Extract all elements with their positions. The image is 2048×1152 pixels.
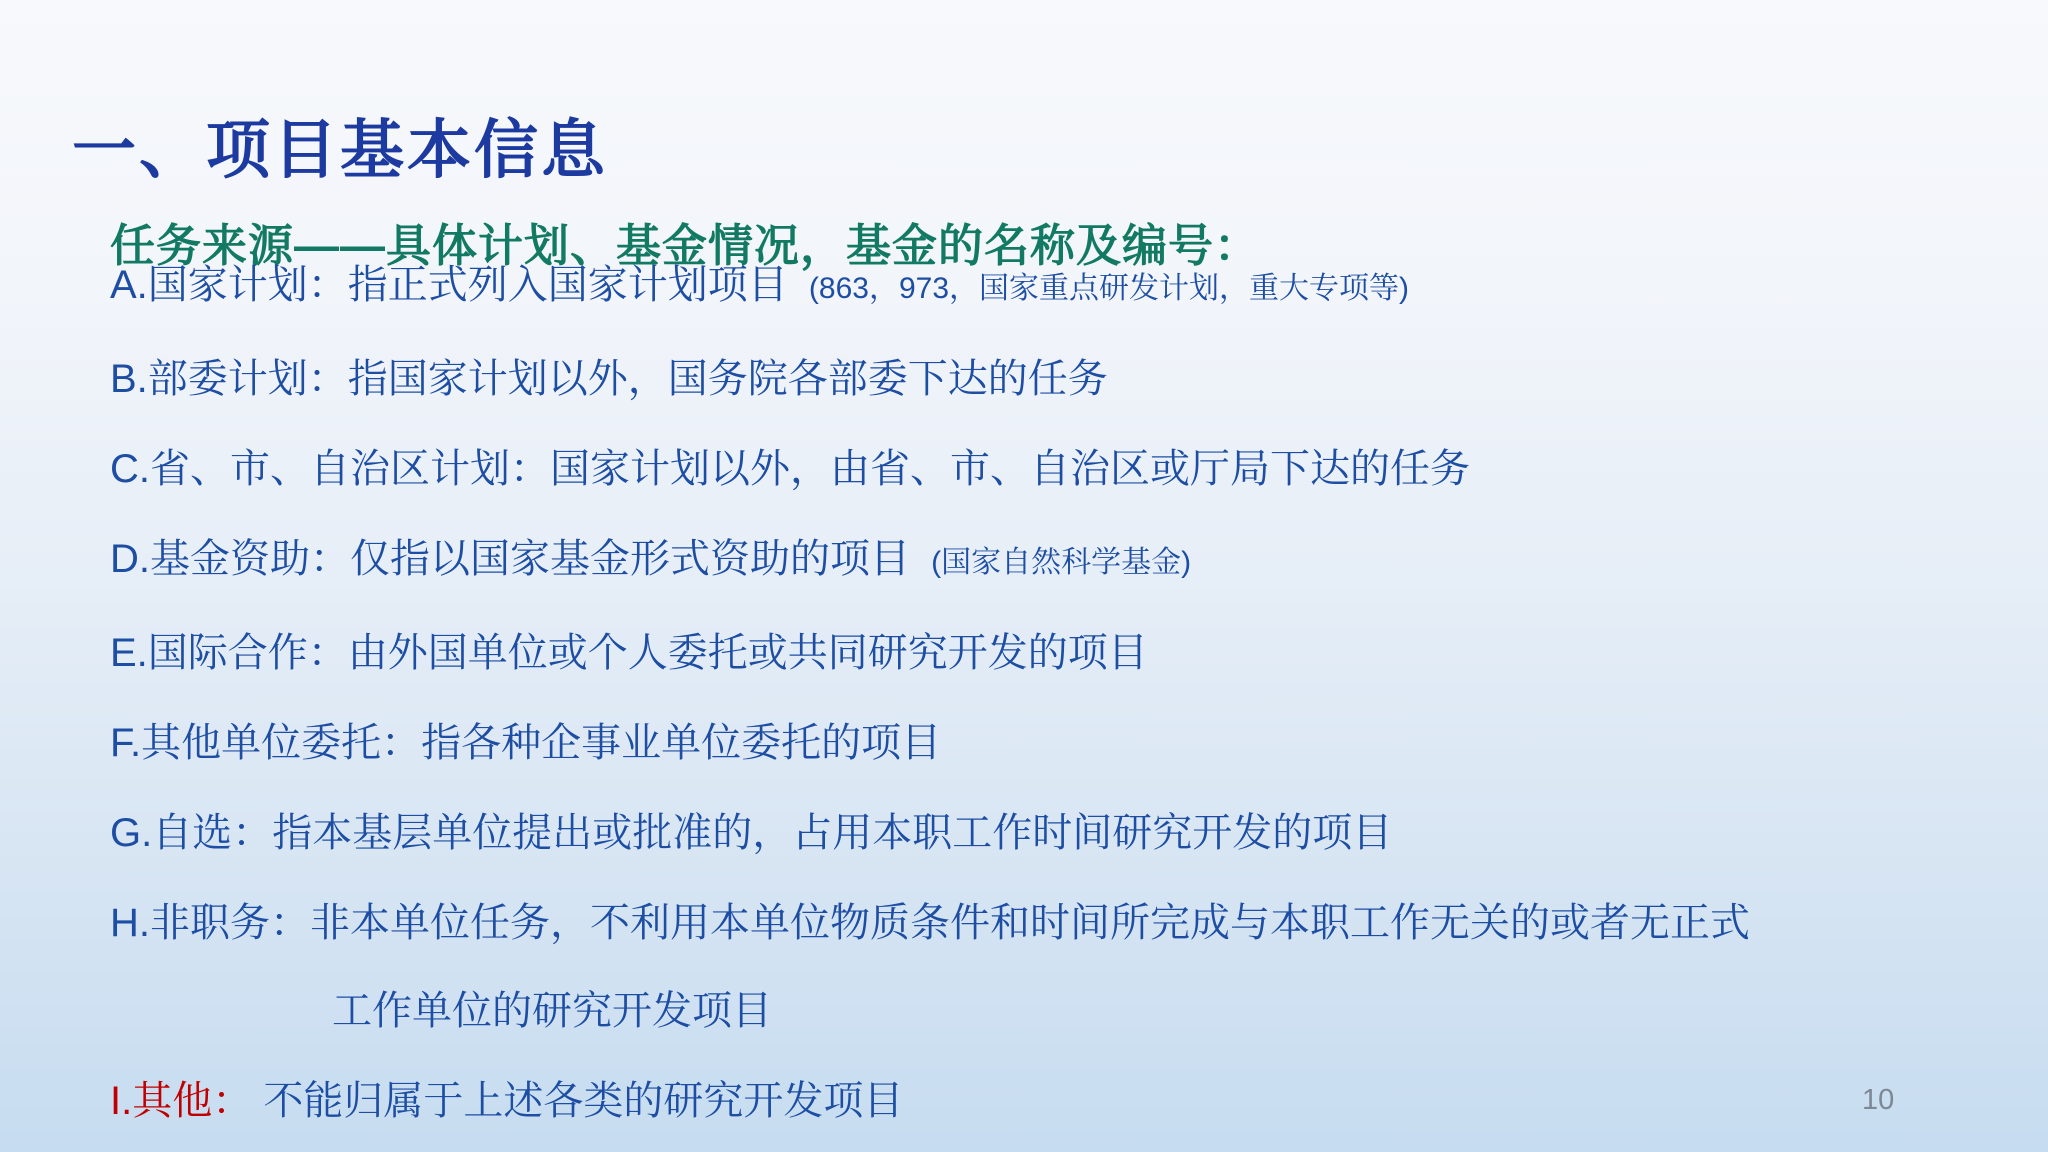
item-a-text: A.国家计划：指正式列入国家计划项目 xyxy=(110,263,788,307)
item-a-note: (863，973，国家重点研发计划，重大专项等) xyxy=(808,272,1410,305)
item-d-text: D.基金资助：仅指以国家基金形式资助的项目 xyxy=(110,537,910,581)
item-d-note: (国家自然科学基金) xyxy=(931,546,1192,579)
item-h-text: H.非职务：非本单位任务，不利用本单位物质条件和时间所完成与本职工作无关的或者无正式 xyxy=(110,901,1750,945)
section-subtitle: 任务来源——具体计划、基金情况，基金的名称及编号： xyxy=(110,220,1261,272)
item-i-text: 不能归属于上述各类的研究开发项目 xyxy=(263,1079,904,1123)
page-number: 10 xyxy=(1862,1084,1895,1116)
item-f-text: F.其他单位委托：指各种企事业单位委托的项目 xyxy=(110,721,942,765)
list-item-e xyxy=(110,630,1988,676)
list-item-a xyxy=(110,262,1988,312)
item-g-text: G.自选：指本基层单位提出或批准的，占用本职工作时间研究开发的项目 xyxy=(110,811,1393,855)
item-c-text: C.省、市、自治区计划：国家计划以外，由省、市、自治区或厅局下达的任务 xyxy=(110,447,1470,491)
item-b-text: B.部委计划：指国家计划以外，国务院各部委下达的任务 xyxy=(110,357,1108,401)
list-item-c xyxy=(110,446,1988,492)
task-source-list xyxy=(110,262,1988,1152)
item-e-text: E.国际合作：由外国单位或个人委托或共同研究开发的项目 xyxy=(110,631,1148,675)
list-item-i xyxy=(110,1078,1988,1124)
page-title: 一、项目基本信息 xyxy=(72,113,608,186)
item-i-label: I.其他： xyxy=(110,1079,253,1123)
list-item-h xyxy=(110,900,1988,1034)
list-item-g xyxy=(110,810,1988,856)
list-item-f xyxy=(110,720,1988,766)
list-item-b xyxy=(110,356,1988,402)
item-h-text-continuation: 工作单位的研究开发项目 xyxy=(332,989,772,1033)
list-item-d xyxy=(110,536,1988,586)
